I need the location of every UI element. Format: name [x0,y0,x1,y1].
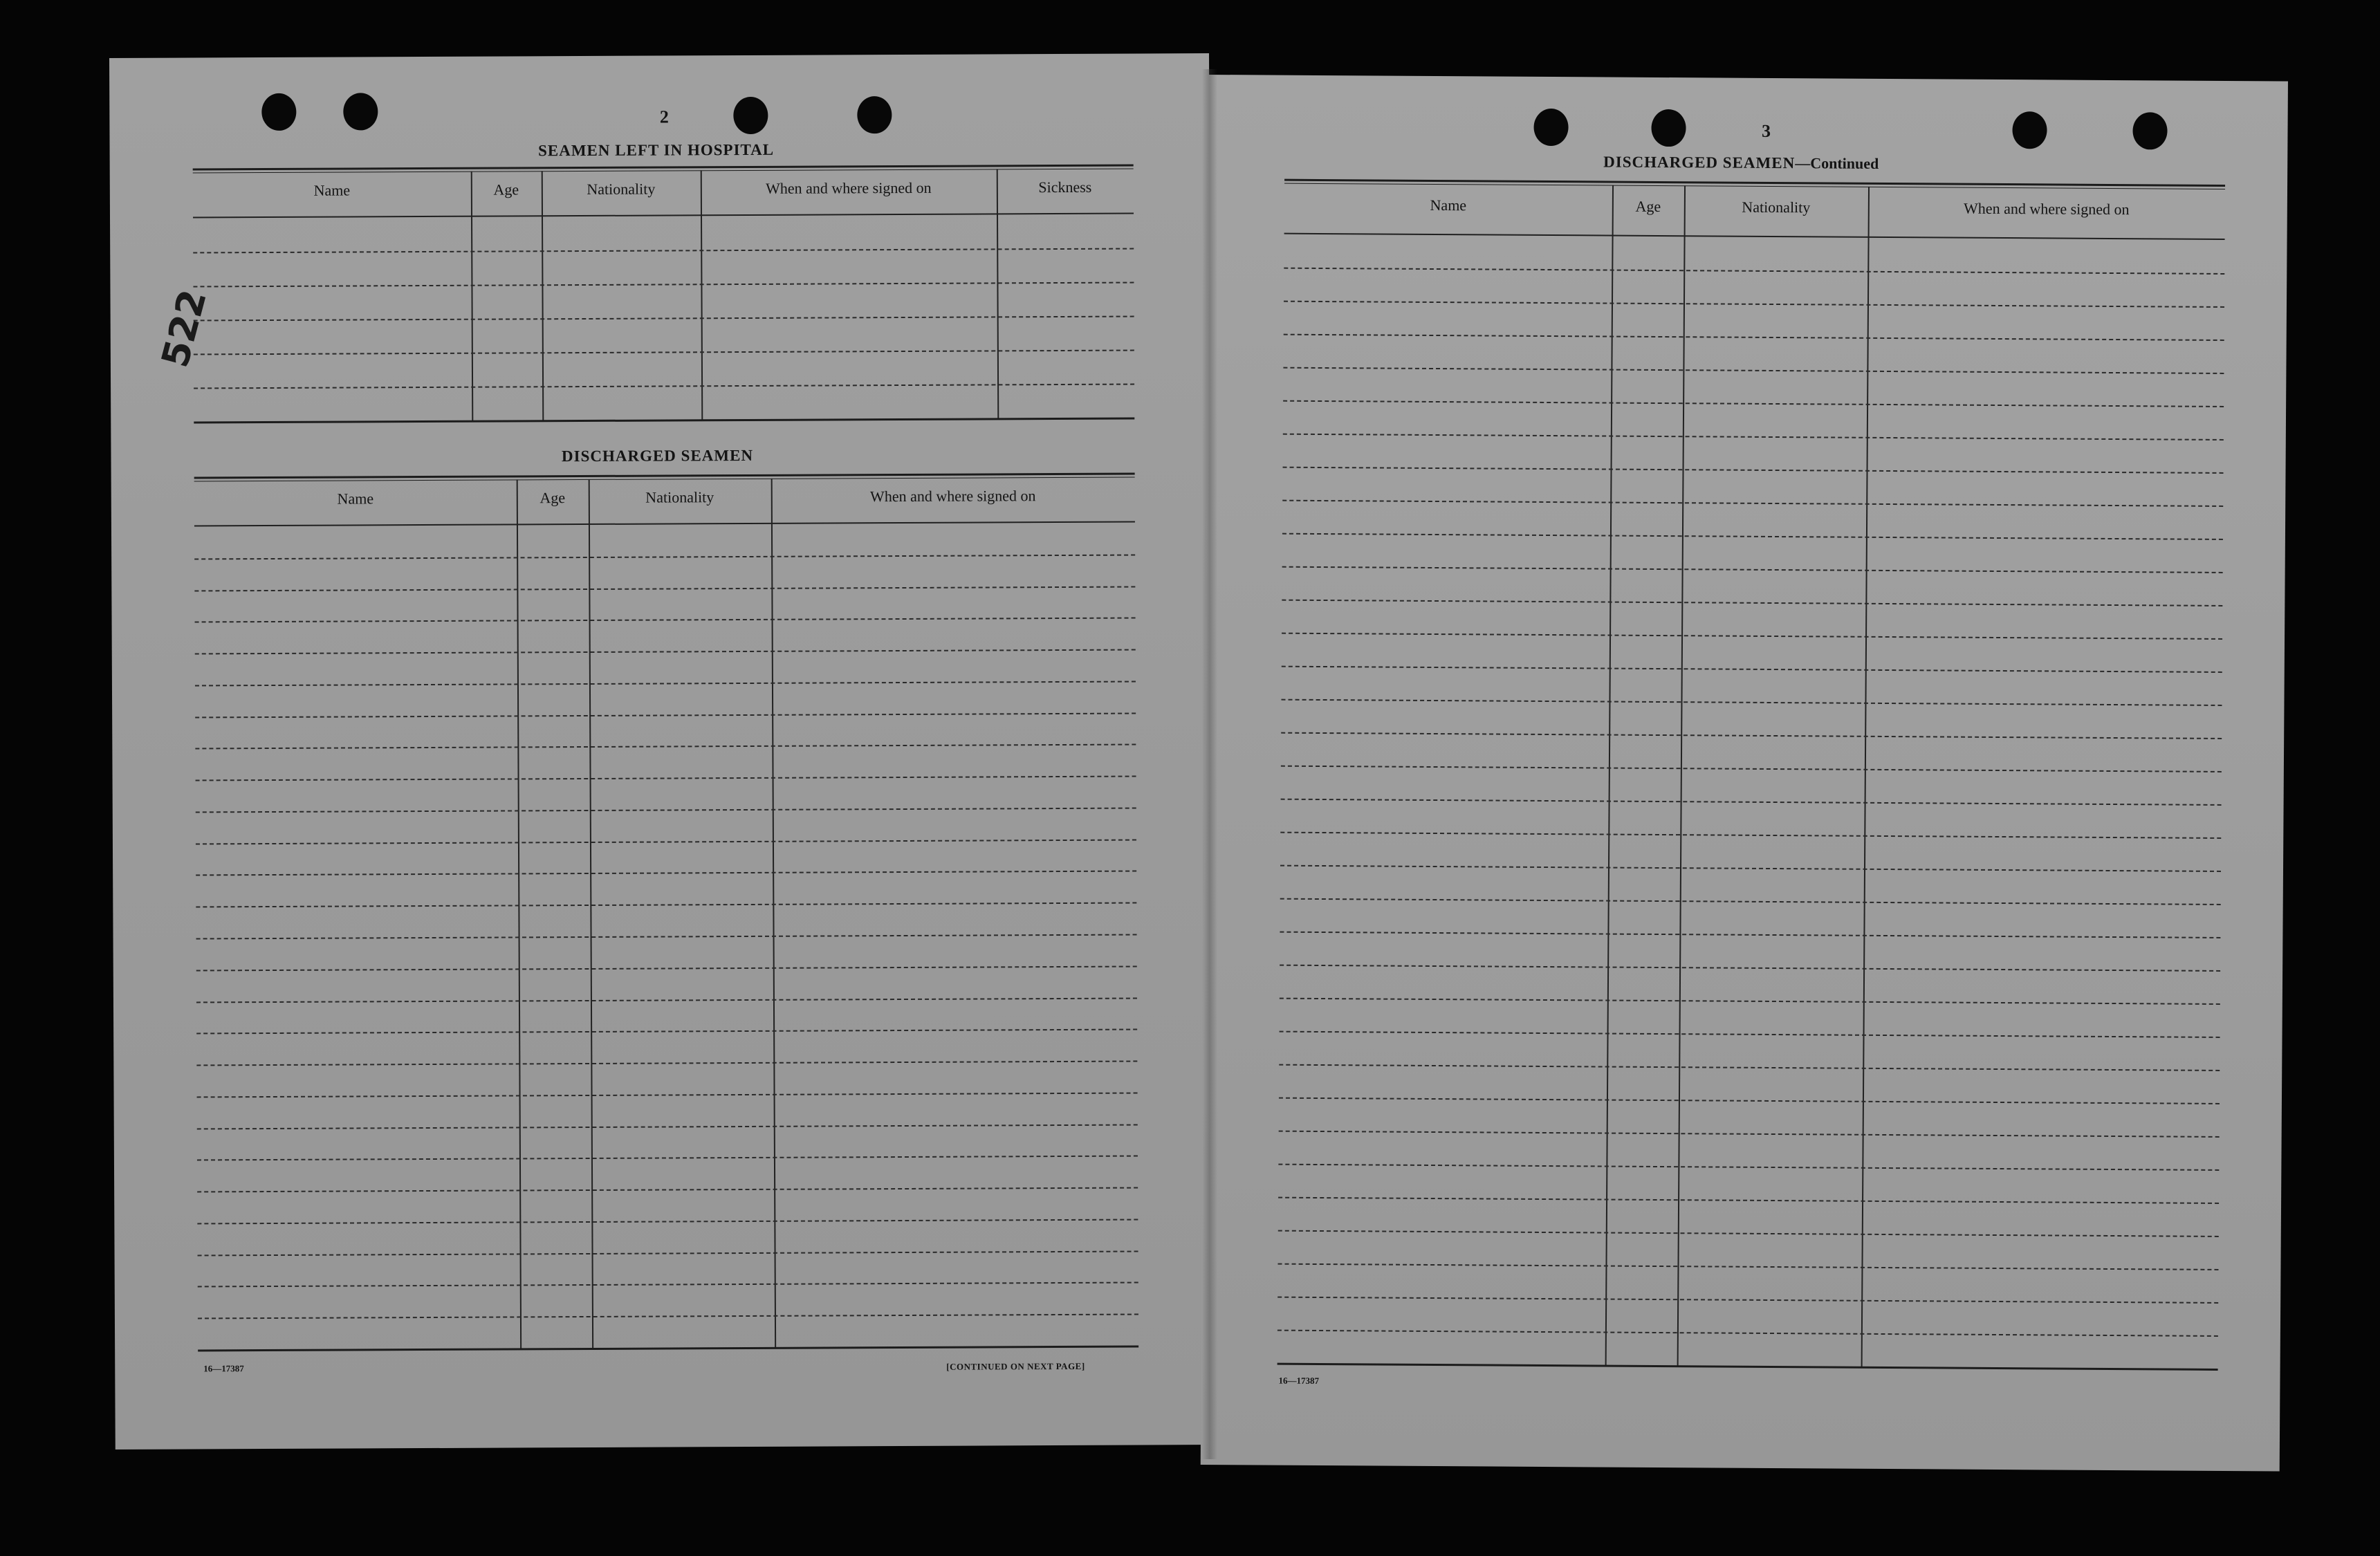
discharged-continued-title-suffix: —Continued [1795,154,1879,172]
blank-ruled-row [1282,633,2222,640]
blank-ruled-row [195,649,1136,655]
punch-hole [261,93,296,131]
blank-ruled-row [1283,400,2224,407]
blank-ruled-row [194,384,1134,389]
column-header-name: Name [313,181,351,199]
blank-ruled-row [197,1092,1138,1097]
blank-ruled-row [1280,832,2221,839]
blank-ruled-row [1279,1064,2220,1071]
column-header-signed-on: When and where signed on [869,487,1036,506]
blank-ruled-row [193,282,1134,288]
form-number: 16—17387 [1278,1375,1320,1387]
blank-ruled-row [196,934,1137,940]
column-header-sickness: Sickness [1038,178,1092,196]
form-number: 16—17387 [203,1363,244,1374]
blank-ruled-row [198,1250,1138,1256]
blank-ruled-row [1284,301,2224,308]
left-page [109,53,1215,1450]
blank-ruled-row [195,618,1136,623]
blank-ruled-row [197,1124,1138,1129]
discharged-continued-table [1277,179,2225,1374]
column-header-signed-on: When and where signed on [1964,199,2130,219]
blank-ruled-row [1284,334,2224,341]
blank-ruled-row [197,1187,1138,1193]
punch-hole [1533,109,1568,146]
punch-hole [857,96,892,133]
blank-ruled-row [1282,566,2223,573]
blank-ruled-row [196,839,1136,844]
discharged-continued-title [1533,153,1948,174]
blank-ruled-row [1279,1097,2220,1104]
header-rule [193,213,1134,219]
table-top-rule [193,165,1134,174]
blank-ruled-row [1281,699,2222,706]
table-bottom-rule [194,418,1134,424]
blank-ruled-row [1283,467,2224,474]
blank-ruled-row [195,744,1136,750]
blank-ruled-row [1283,367,2224,374]
blank-ruled-row [197,1156,1138,1161]
blank-ruled-row [196,997,1137,1003]
column-header-signed-on: When and where signed on [766,178,932,197]
hospital-section-title: SEAMEN LEFT IN HOSPITAL [538,140,775,160]
punch-hole [733,97,768,134]
blank-ruled-row [1281,799,2222,806]
column-header-nationality: Nationality [1742,198,1811,216]
blank-ruled-row [195,680,1136,686]
column-divider [1861,187,1870,1368]
header-rule [194,521,1135,527]
discharged-table [194,473,1139,1355]
blank-ruled-row [196,807,1136,813]
table-bottom-rule [1277,1363,2218,1371]
punch-hole [1651,109,1686,147]
table-top-rule [194,473,1135,482]
blank-ruled-row [1277,1297,2218,1304]
table-bottom-rule [198,1346,1138,1352]
blank-ruled-row [198,1314,1138,1319]
blank-ruled-row [1282,600,2222,606]
blank-ruled-row [194,350,1134,355]
blank-ruled-row [1277,1263,2218,1270]
blank-ruled-row [1280,998,2220,1005]
blank-ruled-row [1278,1197,2219,1204]
punch-hole [2012,111,2047,149]
column-divider [542,171,544,421]
blank-ruled-row [1280,932,2220,938]
blank-ruled-row [193,248,1134,254]
column-header-age: Age [539,489,566,507]
blank-ruled-row [194,316,1134,322]
column-divider [997,169,999,419]
punch-hole [343,93,378,130]
column-divider [1605,185,1614,1367]
blank-ruled-row [198,1282,1138,1288]
discharged-continued-title-main: DISCHARGED SEAMEN [1603,153,1796,172]
blank-ruled-row [196,1061,1137,1066]
blank-ruled-row [195,712,1136,718]
column-divider [471,172,474,422]
blank-ruled-row [1280,898,2221,905]
blank-ruled-row [196,871,1136,876]
blank-ruled-row [1281,766,2222,772]
blank-ruled-row [196,965,1137,971]
blank-ruled-row [1283,434,2224,441]
blank-ruled-row [1277,1330,2218,1337]
column-header-age: Age [493,180,519,198]
column-header-nationality: Nationality [587,180,656,198]
column-divider [701,170,703,420]
continued-note: [CONTINUED ON NEXT PAGE] [946,1360,1085,1372]
blank-ruled-row [1282,666,2222,673]
right-page [1201,75,2288,1471]
page-number: 2 [659,106,669,127]
column-divider [589,479,593,1349]
blank-ruled-row [1279,1131,2220,1138]
blank-ruled-row [1278,1230,2219,1237]
blank-ruled-row [1280,865,2221,872]
column-divider [771,479,776,1349]
column-header-name: Name [337,490,374,508]
blank-ruled-row [196,902,1136,908]
blank-ruled-row [196,776,1136,781]
blank-ruled-row [196,1029,1137,1035]
table-top-rule [1284,179,2225,189]
page-number: 3 [1761,120,1771,141]
column-divider [1677,185,1686,1367]
blank-ruled-row [194,586,1135,591]
column-header-nationality: Nationality [645,488,714,506]
punch-hole [2132,112,2167,149]
blank-ruled-row [1281,732,2222,739]
discharged-section-title: DISCHARGED SEAMEN [561,446,754,465]
handwritten-margin-mark: 522 [153,285,215,372]
hospital-table [193,165,1135,426]
blank-ruled-row [1282,500,2223,507]
blank-ruled-row [1280,965,2220,972]
blank-ruled-row [1278,1164,2219,1171]
blank-ruled-row [1282,533,2223,540]
blank-ruled-row [194,554,1135,559]
column-divider [517,479,522,1349]
header-rule [1284,233,2225,240]
column-header-age: Age [1635,197,1661,215]
blank-ruled-row [197,1219,1138,1224]
blank-ruled-row [1280,1031,2220,1038]
blank-ruled-row [1284,268,2224,275]
column-header-name: Name [1430,196,1467,214]
